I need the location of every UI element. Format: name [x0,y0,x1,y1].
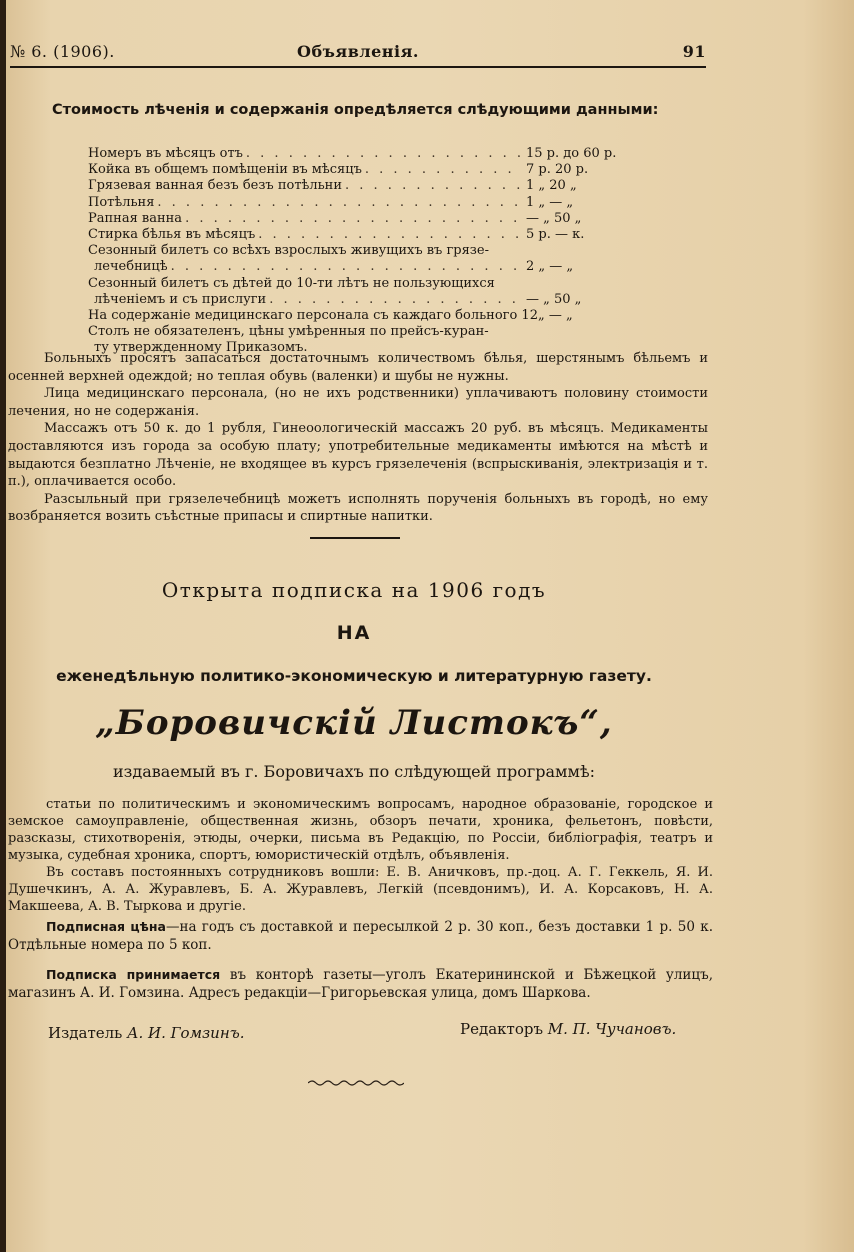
issue-number: № 6. (1906). [10,42,115,61]
pricing-note: Столъ не обязателенъ, цѣны умѣренныя по прейсъ-куран- [88,324,489,340]
subscription-headline: Открыта подписка на 1906 годъ [161,578,547,602]
paragraph: Массажъ отъ 50 к. до 1 рубля, Гинеоологическій массажъ 20 руб. въ мѣсяцъ. Медикаменты доставляются изъ города за особую плату; употребительные медикаменты имѣются на мѣстѣ и выдаются безплатно Лѣченіе, не входящее въ курсъ грязелеченія (вспрыскиванія, электризація и т. п.), оплачивается особо. [8,421,708,490]
price-label: Номеръ въ мѣсяцъ отъ [88,146,243,161]
paragraph: Больныхъ просятъ запасаться достаточнымъ количествомъ бѣлья, шерстянымъ бѣльемъ и осенней верхней одеждой; но теплая обувь (валенки) и шубы не нужны. [8,351,708,384]
price-value: — „ 50 „ [526,291,582,307]
price-text: —на годъ съ доставкой и пересылкой 2 р. 30 коп., безъ доставки 1 р. 50 к. Отдѣльные номера по 5 коп. [8,919,713,953]
staff-paragraph: Въ составъ постоянныхъ сотрудниковъ вошли: Е. В. Аничковъ, пр.-доц. А. Г. Геккель, Я. И. Душечкинъ, А. А. Журавлевъ, Б. А. Журавлевъ, Легкій (псевдонимъ), И. А. Корсаковъ, Н. А. Макшеева, А. В. Тыркова и другіе. [8,865,713,914]
info-paragraphs [8,350,708,526]
price-row [88,211,618,227]
price-label: Сезонный билетъ съ дѣтей до 10-ти лѣтъ не пользующихся [88,275,495,291]
price-value: 1 „ 20 „ [526,178,577,194]
price-value: 1 „ — „ [526,194,574,210]
newspaper-title: „Боровичскій Листокъ“, [95,703,613,743]
price-label: Стирка бѣлья въ мѣсяцъ [88,227,256,243]
editor-signature [460,1020,676,1038]
price-row [88,178,618,194]
program-text [8,796,713,915]
section-divider [310,537,400,539]
price-label: Сезонный билетъ со всѣхъ взрослыхъ живущихъ въ грязе- [88,243,489,259]
price-row [88,146,618,162]
page-number: 91 [682,42,706,61]
price-label-bold: Подписная цѣна [46,919,166,934]
price-label-cont: лѣченіемъ и съ прислуги [94,291,267,307]
price-list [88,146,618,357]
price-row [88,162,618,178]
price-label-cont: лечебницѣ [94,259,168,275]
pricing-title: Стоимость лѣченія и содержанія опредѣляется слѣдующими данными: [52,102,659,118]
price-label: На содержаніе медицинскаго персонала съ каждаго больного 12 [88,308,538,324]
header-rule [10,66,706,68]
accept-label-bold: Подписка принимается [46,967,221,982]
price-row [88,195,618,211]
accept-text: въ конторѣ газеты—уголъ Екатерининской и Бѣжецкой улицъ, магазинъ А. И. Гомзина. Адресъ редакціи—Григорьевская улица, домъ Шаркова. [8,967,713,1001]
subscription-price [8,918,713,954]
section-title: Объявленія. [297,42,419,61]
price-label: Потѣльня [88,194,155,210]
paragraph: Лица медицинскаго персонала, (но не ихъ родственники) уплачиваютъ половину стоимости лечения, но не содержанія. [8,386,708,419]
price-label: Койка въ общемъ помѣщеніи въ мѣсяцъ [88,162,362,178]
editor-name: М. П. Чучановъ. [547,1020,677,1038]
price-value: 7 р. 20 р. [526,162,589,178]
newspaper-description: еженедѣльную политико-экономическую и литературную газету. [56,667,652,685]
editor-label: Редакторъ [460,1020,543,1038]
price-label: Грязевая ванная безъ безъ потѣльни [88,178,343,194]
price-value: 5 р. — к. [526,227,585,243]
ornament-divider [308,1078,404,1088]
price-row [88,308,618,324]
price-row [88,227,618,243]
price-row [88,259,618,275]
price-value: 15 р. до 60 р. [526,146,617,161]
price-label: Рапная ванна [88,210,183,226]
pricing-note-cont: ту утвержденному Приказомъ. [94,340,308,356]
paragraph: Разсыльный при грязелечебницѣ можетъ исполнять порученія больныхъ въ городѣ, но ему возбраняется возить съѣстные припасы и спиртные напитки. [8,491,708,525]
price-value: 2 „ — „ [526,259,574,275]
publisher-name: А. И. Гомзинъ. [127,1024,245,1042]
publisher-signature [48,1024,245,1042]
price-value: „ — „ [537,308,573,324]
program-paragraph: статьи по политическимъ и экономическимъ вопросамъ, народное образованіе, городское и земское самоуправленіе, общественная жизнь, обзоръ печати, хроника, фельетонъ, повѣсти, разсказы, стихотворенія, этюды, очерки, письма въ Редакцію, по Россіи, библіографія, театръ и музыка, судебная хроника, спортъ, юмористическій отдѣлъ, объявленія. [8,797,713,863]
publisher-label: Издатель [48,1024,123,1042]
subscription-na: НА [336,622,372,644]
subscription-accept [8,966,713,1002]
price-row [88,292,618,308]
price-value: — „ 50 „ [526,210,582,226]
published-line: издаваемый въ г. Боровичахъ по слѣдующей программѣ: [113,762,595,781]
